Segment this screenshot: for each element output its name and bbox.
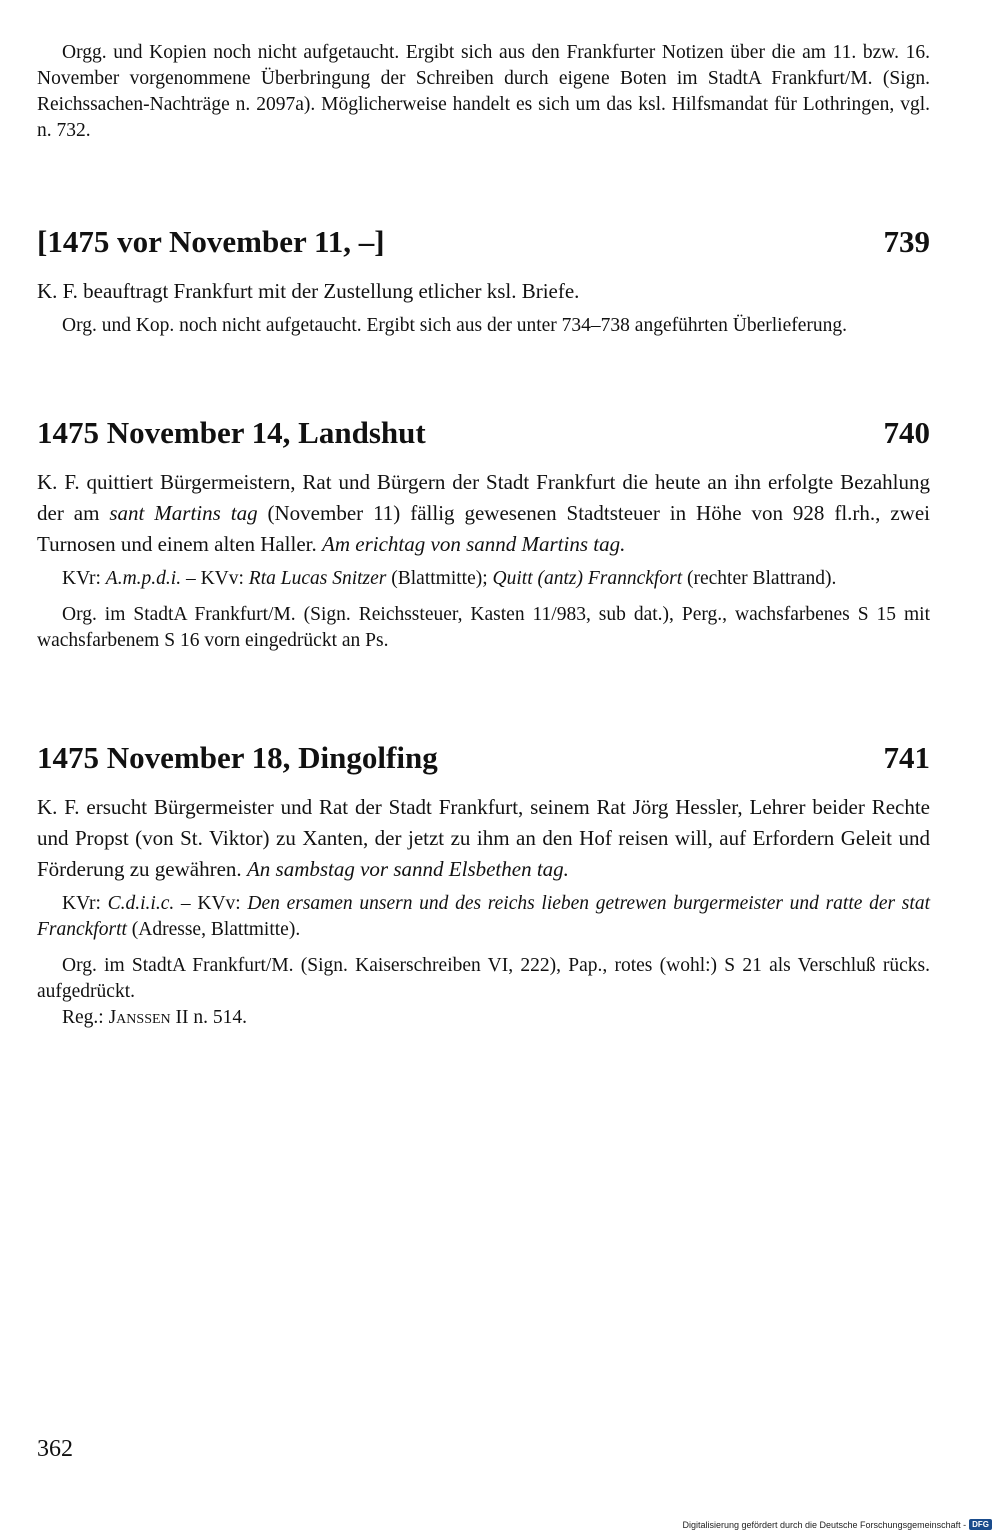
digitization-footer (682, 1519, 992, 1530)
kvr-label: KVr: (62, 893, 108, 914)
kvv-value: Den ersamen unsern und des reichs lieben getrewen burgermeister und ratte der stat Franckfortt (37, 893, 930, 940)
kvv-note: (Blattmitte); (386, 568, 493, 589)
entry-chancery-notes (37, 891, 930, 943)
entry-summary (37, 792, 930, 885)
kvv-note: (rechter Blattrand). (682, 568, 837, 589)
entry-heading (37, 222, 930, 262)
document-page (37, 40, 930, 1031)
kvr-label: KVr: (62, 568, 106, 589)
entry-741 (37, 738, 930, 1031)
kvr-value: C.d.i.i.c. (107, 893, 175, 914)
entry-tradition: Org. im StadtA Frankfurt/M. (Sign. Kaiserschreiben VI, 222), Pap., rotes (wohl:) S 21 als Verschluß rücks. aufgedrückt. (37, 955, 930, 1002)
entry-tradition: Org. im StadtA Frankfurt/M. (Sign. Reichssteuer, Kasten 11/983, sub dat.), Perg., wachsfarbenes S 15 mit wachsfarbenem S 16 vorn eingedrückt an Ps. (37, 604, 930, 651)
summary-text: (November 11) fällig gewesenen Stadtsteuer in Höhe von 928 fl.rh., zwei Turnosen und einem alten Haller. (37, 501, 930, 556)
reg-reference: II n. 514. (170, 1007, 248, 1028)
entry-date-place: 1475 November 14, Landshut (37, 415, 426, 450)
dfg-logo-icon: DFG (969, 1519, 992, 1530)
summary-dating: An sambstag vor sannd Elsbethen tag. (246, 857, 569, 881)
reg-label: Reg.: (62, 1007, 109, 1028)
page-number: 362 (37, 1436, 73, 1462)
intro-note: Orgg. und Kopien noch nicht aufgetaucht. Ergibt sich aus den Frankfurter Notizen über die am 11. bzw. 16. November vorgenommene Überbringung der Schreiben durch eigene Boten im StadtA Frankfurt/M. (Sign. Reichssachen-Nachträge n. 2097a). Möglicherweise handelt es sich um das ksl. Hilfsmandat für Lothringen, vgl. n. 732. (37, 42, 930, 141)
reg-author: Janssen (108, 1007, 171, 1028)
entry-date-place: 1475 November 18, Dingolfing (37, 740, 438, 775)
entry-739 (37, 222, 930, 339)
kvv-label: – KVv: (181, 568, 249, 589)
summary-text: K. F. ersucht Bürgermeister und Rat der Stadt Frankfurt, seinem Rat Jörg Hessler, Lehrer beider Rechte und Propst (von St. Viktor) zu Xanten, der jetzt zu ihm an den Hof reisen will, auf Erfordern Geleit und Förderung zu gewähren. (37, 795, 930, 881)
kvr-value: A.m.p.d.i. (105, 568, 182, 589)
kvv-note: (Adresse, Blattmitte). (126, 919, 301, 940)
summary-quote: sant Martins tag (109, 501, 258, 525)
entry-heading (37, 738, 930, 778)
entry-tradition: Org. und Kop. noch nicht aufgetaucht. Ergibt sich aus der unter 734–738 angeführten Überlieferung. (62, 315, 848, 336)
footer-text: Digitalisierung gefördert durch die Deutsche Forschungsgemeinschaft - (682, 1519, 967, 1530)
summary-text: K. F. quittiert Bürgermeistern, Rat und Bürgern der Stadt Frankfurt die heute an ihn erfolgte Bezahlung der am (37, 470, 930, 525)
entry-number: 741 (883, 740, 930, 775)
entry-number: 740 (883, 415, 930, 450)
entry-summary: K. F. beauftragt Frankfurt mit der Zustellung etlicher ksl. Briefe. (37, 279, 580, 303)
summary-dating: Am erichtag von sannd Martins tag. (322, 532, 626, 556)
entry-date-place: [1475 vor November 11, –] (37, 224, 385, 259)
entry-regest (37, 1005, 930, 1031)
entry-chancery-notes (37, 566, 930, 592)
entry-heading (37, 413, 930, 453)
entry-740 (37, 413, 930, 654)
entry-number: 739 (883, 224, 930, 259)
kvv-label: – KVv: (174, 893, 248, 914)
entry-summary (37, 467, 930, 560)
kvv-value: Rta Lucas Snitzer (248, 568, 387, 589)
kvv-value: Quitt (antz) Frannckfort (492, 568, 683, 589)
